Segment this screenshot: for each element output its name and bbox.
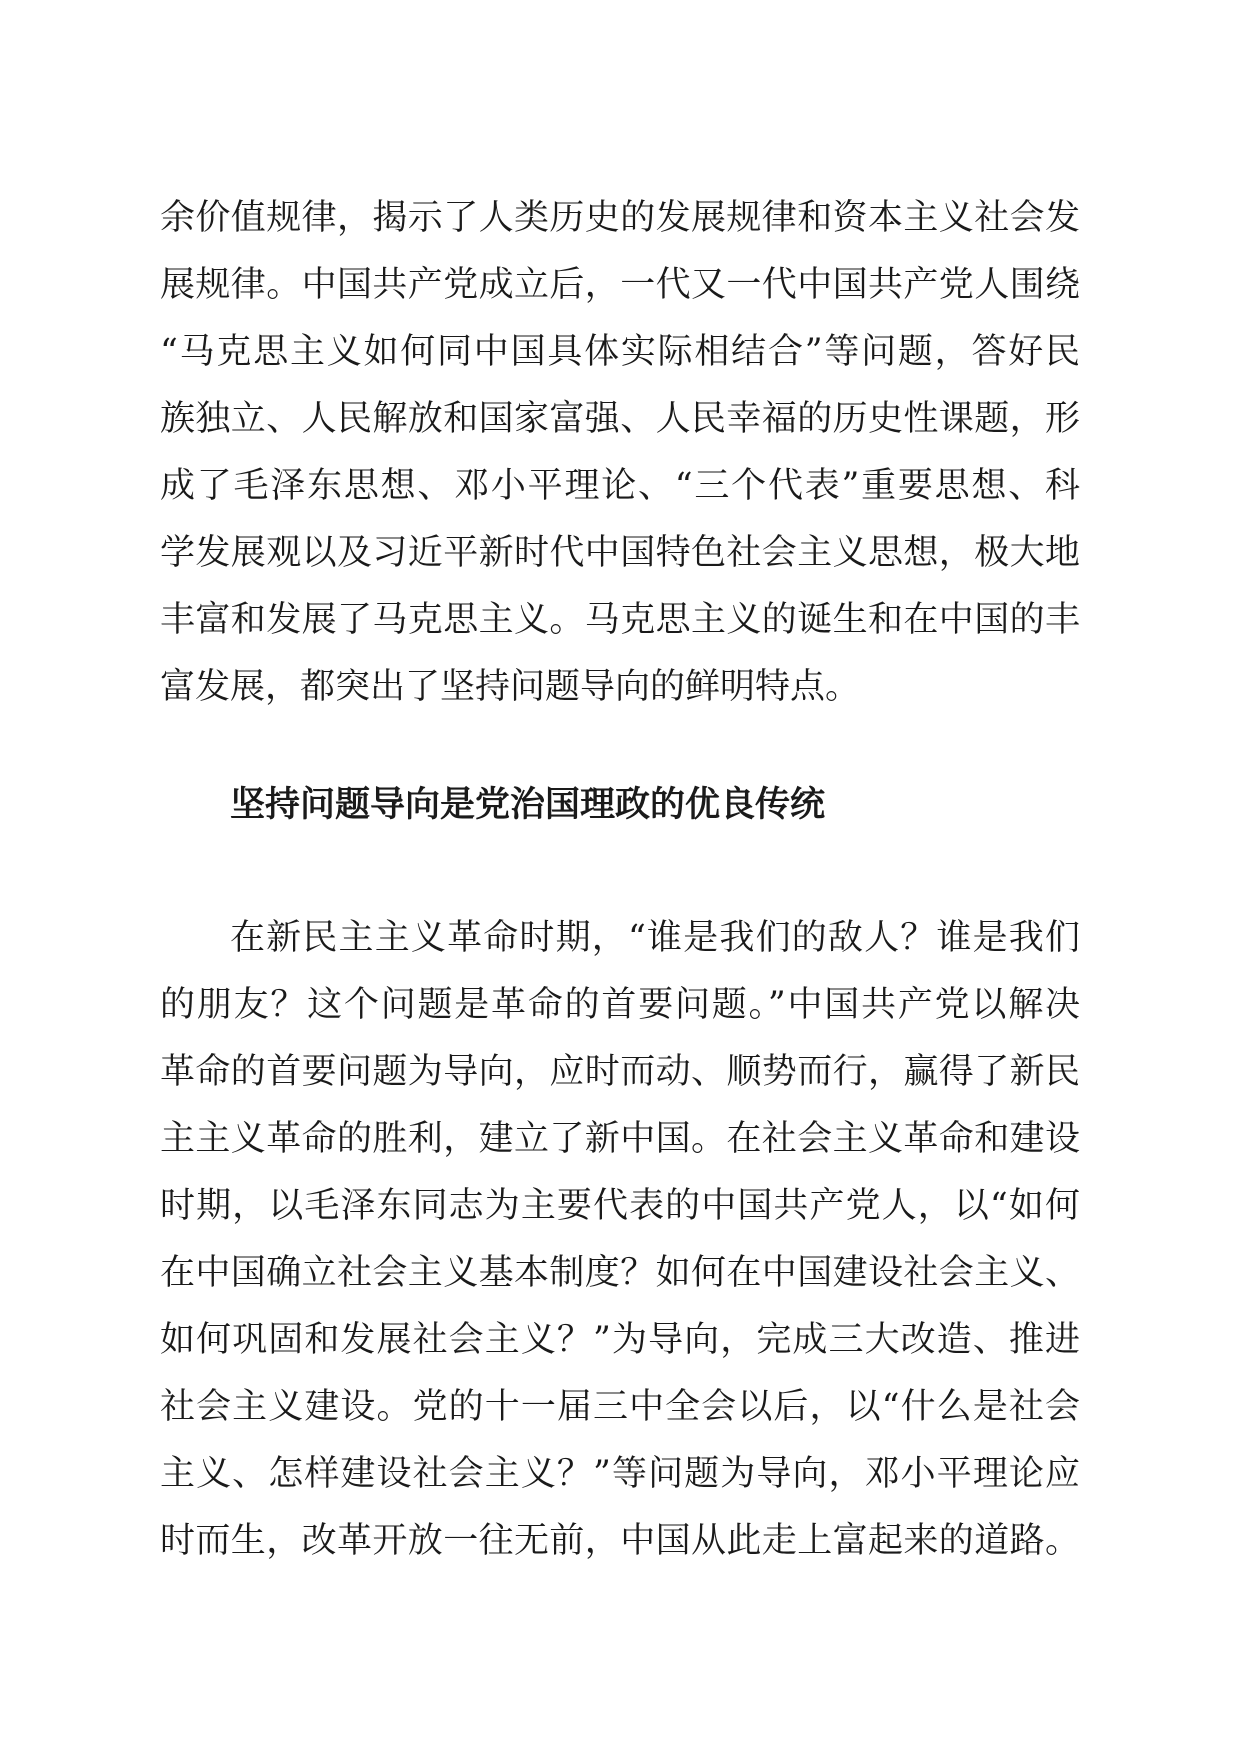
- section-heading: 坚持问题导向是党治国理政的优良传统: [230, 785, 826, 825]
- paragraph-line: 时期，以毛泽东同志为主要代表的中国共产党人，以“如何: [160, 1186, 1080, 1226]
- paragraph-line: 余价值规律，揭示了人类历史的发展规律和资本主义社会发: [160, 198, 1080, 238]
- paragraph-line: 社会主义建设。党的十一届三中全会以后，以“什么是社会: [160, 1387, 1080, 1427]
- paragraph-line: 族独立、人民解放和国家富强、人民幸福的历史性课题，形: [160, 399, 1080, 439]
- paragraph-line: 时而生，改革开放一往无前，中国从此走上富起来的道路。: [160, 1521, 1080, 1561]
- paragraph-line: 在新民主主义革命时期，“谁是我们的敌人？谁是我们: [230, 918, 1080, 958]
- paragraph-line: 革命的首要问题为导向，应时而动、顺势而行，赢得了新民: [160, 1052, 1080, 1092]
- paragraph-line: 主主义革命的胜利，建立了新中国。在社会主义革命和建设: [160, 1119, 1080, 1159]
- paragraph-line: “马克思主义如何同中国具体实际相结合”等问题，答好民: [160, 332, 1080, 372]
- paragraph-line: 在中国确立社会主义基本制度？如何在中国建设社会主义、: [160, 1253, 1080, 1293]
- paragraph-line: 的朋友？这个问题是革命的首要问题。”中国共产党以解决: [160, 985, 1080, 1025]
- paragraph-line: 学发展观以及习近平新时代中国特色社会主义思想，极大地: [160, 533, 1080, 573]
- paragraph-line: 主义、怎样建设社会主义？”等问题为导向，邓小平理论应: [160, 1454, 1080, 1494]
- paragraph-line: 展规律。中国共产党成立后，一代又一代中国共产党人围绕: [160, 265, 1080, 305]
- body-paragraph-1: [160, 185, 1080, 721]
- paragraph-line: 成了毛泽东思想、邓小平理论、“三个代表”重要思想、科: [160, 466, 1080, 506]
- paragraph-line: 富发展，都突出了坚持问题导向的鲜明特点。: [160, 667, 861, 707]
- body-paragraph-2: [160, 905, 1080, 1575]
- paragraph-line: 如何巩固和发展社会主义？”为导向，完成三大改造、推进: [160, 1320, 1080, 1360]
- paragraph-line: 丰富和发展了马克思主义。马克思主义的诞生和在中国的丰: [160, 600, 1080, 640]
